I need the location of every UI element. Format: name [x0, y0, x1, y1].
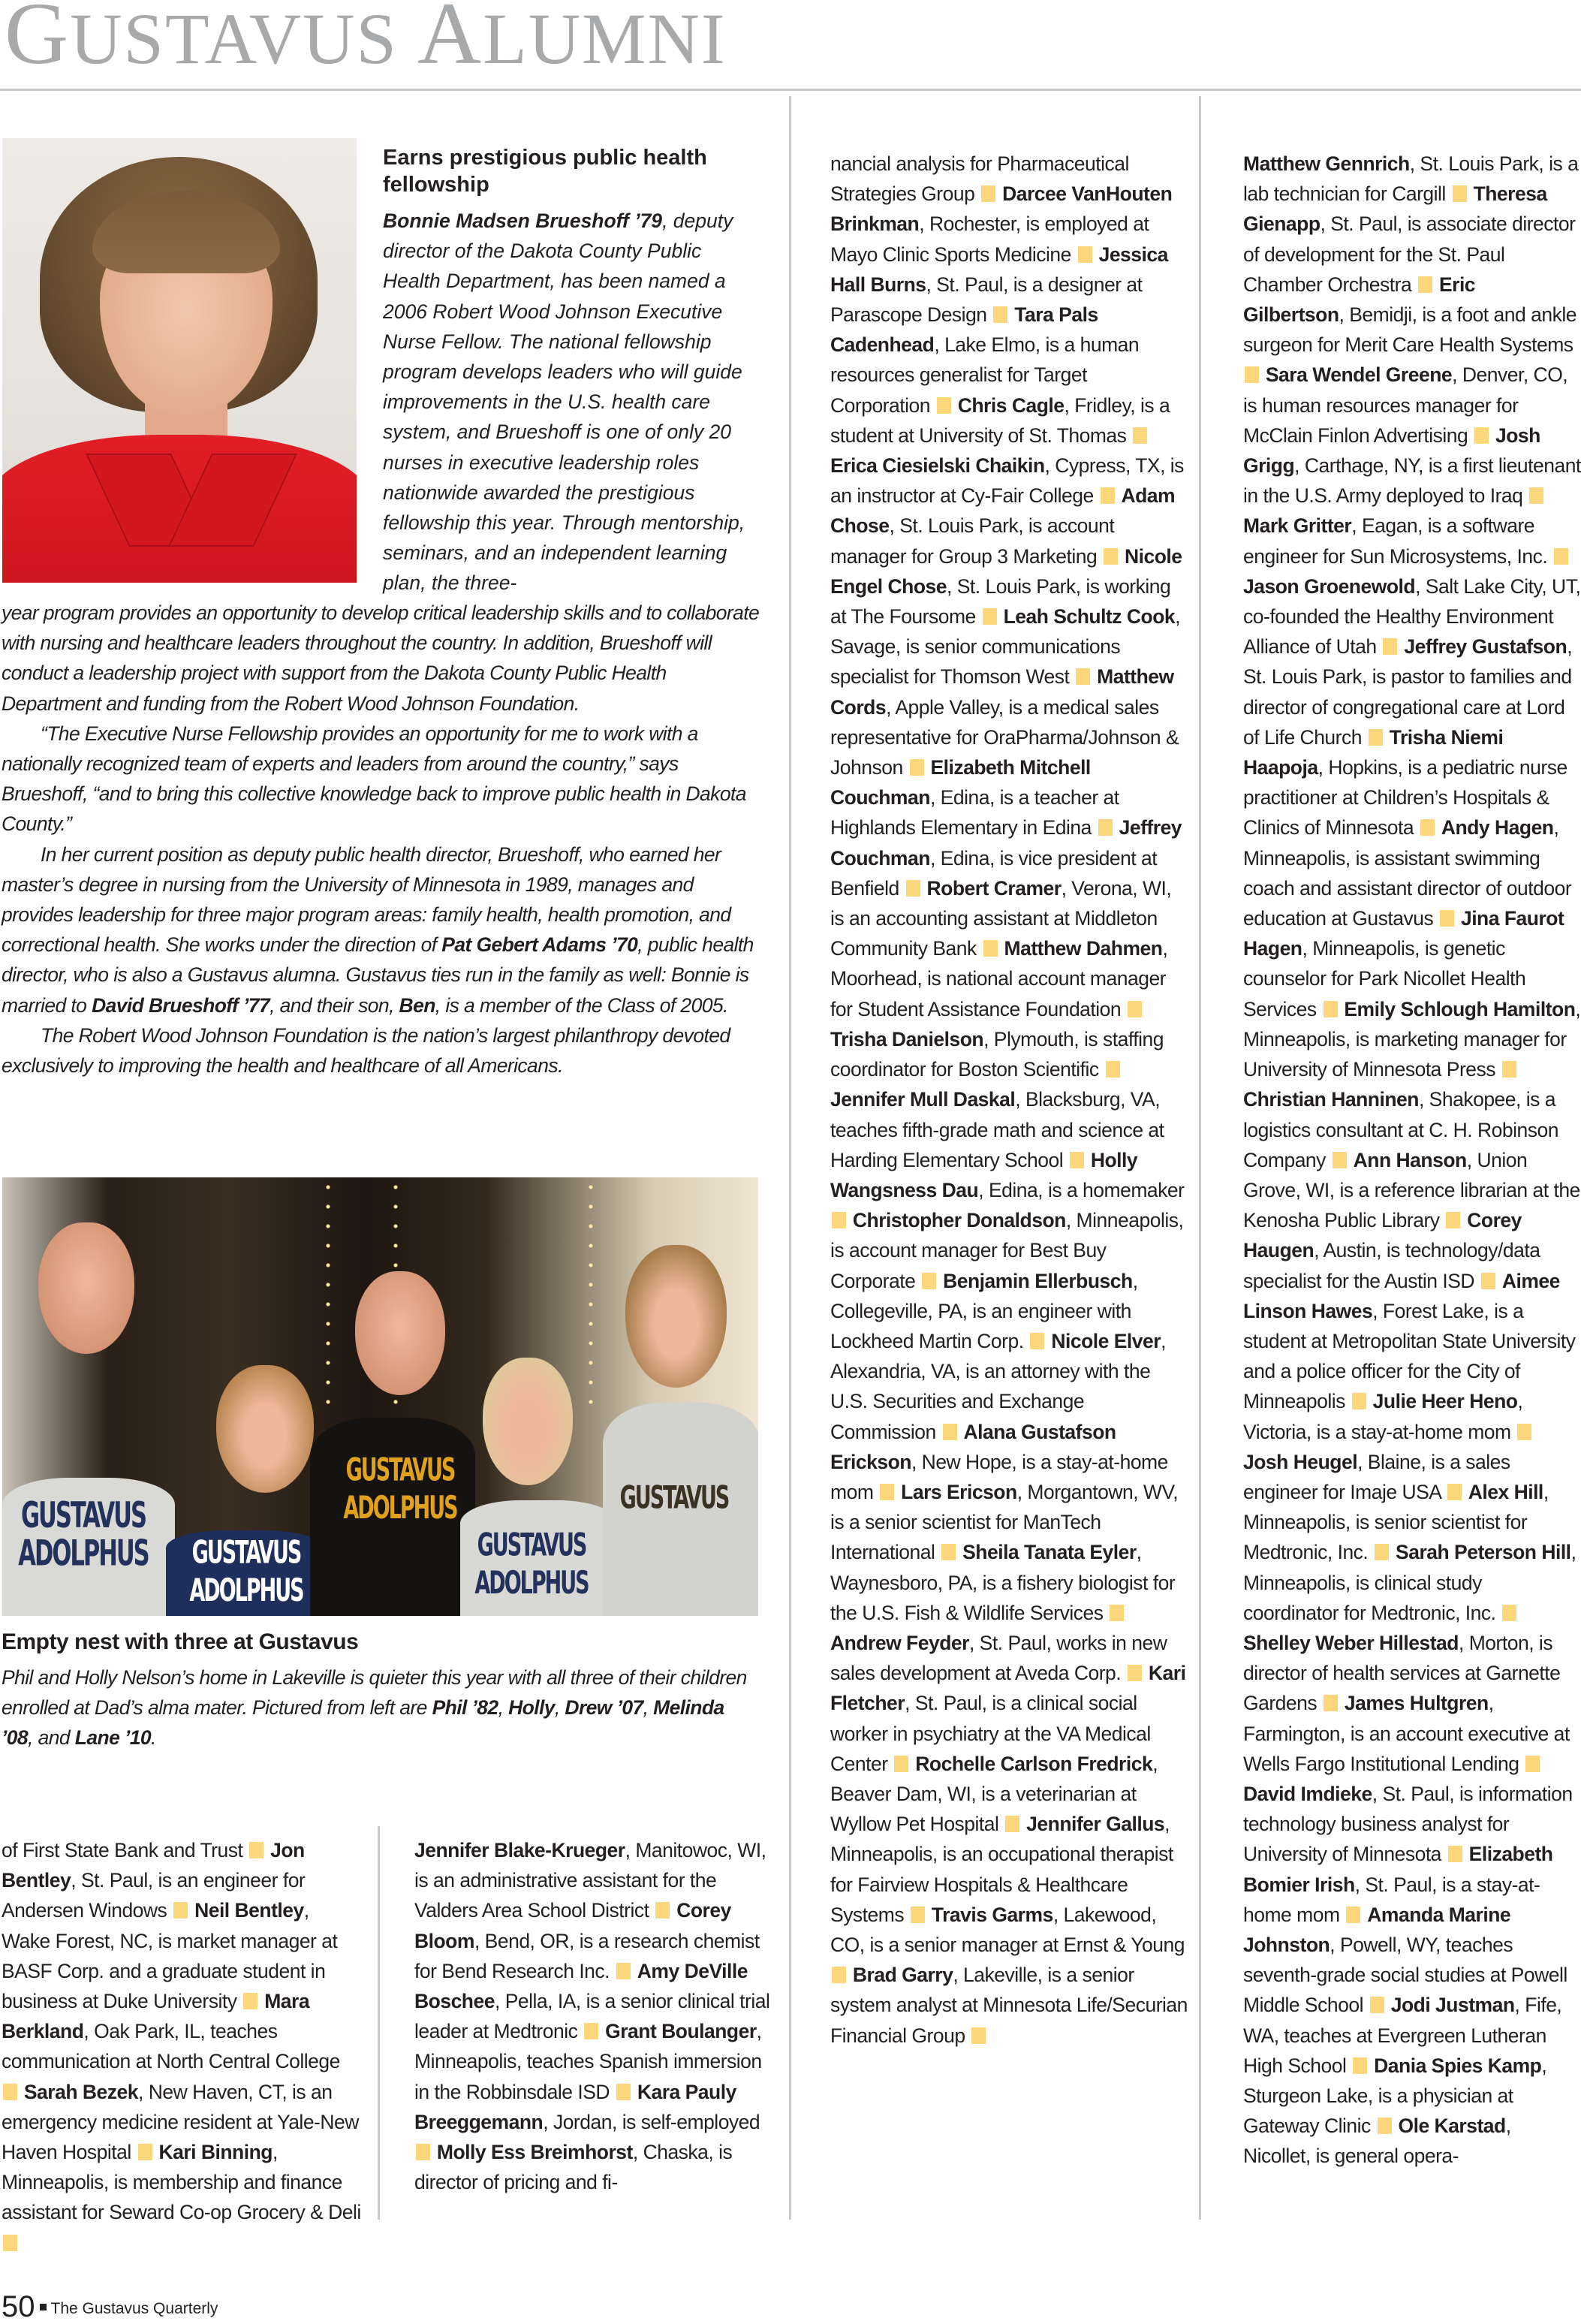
entry-separator-square-icon	[1098, 819, 1113, 836]
entry-separator-square-icon	[1453, 185, 1467, 202]
person-head	[216, 1365, 314, 1493]
alumni-name: Josh Grigg	[1243, 424, 1540, 478]
entry-separator-square-icon	[971, 2027, 986, 2044]
entry-text: , Oak Park, IL, teaches communication at North Central College	[2, 2020, 340, 2073]
entry-separator-square-icon	[1353, 2057, 1367, 2074]
entry-separator-square-icon	[416, 2144, 430, 2160]
entry-text: , St. Paul, is associate director of development for the St. Paul Chamber Orchestra	[1243, 213, 1576, 296]
column-divider	[1199, 96, 1201, 1859]
entry-text: , St. Louis Park, is working at The Foursome	[830, 574, 1171, 628]
alumni-name: Jina Faurot Hagen	[1243, 907, 1564, 960]
entry-separator-square-icon	[906, 880, 920, 897]
entry-text: , Wake Forest, NC, is market manager at BASF Corp. and a graduate student in business at Duke University	[2, 1899, 338, 2013]
article-text: , is a member of the Class of 2005.	[435, 993, 728, 1017]
family-photo	[2, 1177, 758, 1616]
alumni-name: Kara Pauly Breeggemann	[414, 2080, 736, 2133]
alumni-name: Ann Hanson	[1353, 1148, 1467, 1171]
entry-separator-square-icon	[1440, 910, 1454, 927]
entry-text: , Minneapolis, is assistant swimming coach and assistant director of outdoor education at Gustavus	[1243, 816, 1572, 930]
alumni-name: Kari Binning	[158, 2141, 273, 2164]
entry-separator-square-icon	[1474, 427, 1489, 444]
column-divider	[1199, 1859, 1201, 2220]
person-head	[625, 1245, 727, 1388]
entry-text: , Victoria, is a stay-at-home mom	[1243, 1390, 1523, 1443]
entry-separator-square-icon	[1110, 1605, 1124, 1621]
article-lead	[383, 206, 758, 598]
sweatshirt-text: GUSTAVUS ADOLPHUS	[189, 1534, 303, 1609]
entry-text: , Nicollet, is general opera-	[1243, 2115, 1511, 2168]
entry-separator-square-icon	[1101, 487, 1115, 504]
entry-separator-square-icon	[983, 608, 997, 625]
entry-text: , New Hope, is a stay-at-home mom	[830, 1450, 1168, 1503]
entry-separator-square-icon	[1375, 1544, 1389, 1560]
class-notes-column-1	[2, 1835, 362, 2258]
alumni-name: Trisha Niemi Haapoja	[1243, 725, 1504, 779]
entry-separator-square-icon	[1133, 427, 1147, 444]
entry-separator-square-icon	[1076, 668, 1090, 685]
entry-separator-square-icon	[910, 759, 924, 776]
sweatshirt-text: GUSTAVUS	[619, 1479, 729, 1517]
entry-separator-square-icon	[655, 1902, 670, 1919]
entry-text: , Edina, is a homemaker	[978, 1178, 1185, 1201]
alumni-name: Aimee Linson Hawes	[1243, 1269, 1560, 1322]
entry-text: , Plymouth, is staffing coordinator for Boston Scientific	[830, 1027, 1164, 1081]
entry-separator-square-icon	[1369, 729, 1383, 746]
entry-separator-square-icon	[243, 1993, 257, 2009]
alumni-name: Nicole Elver	[1051, 1329, 1161, 1352]
entry-separator-square-icon	[1420, 819, 1435, 836]
entry-separator-square-icon	[1448, 1846, 1462, 1862]
article-text: , deputy director of the Dakota County Public Health Department, has been named a 2006 Robert Wood Johnson Executive Nurse Fellow. The national fellowship program develops leaders who will guide improvements in the U.S. health care system, and Brueshoff is one of only 20 nurses in executive leadership roles nationwide awarded the prestigious fellowship this year. Through mentorship, seminars, and an independent learning plan, the three-	[383, 209, 745, 595]
caption-separator: ,	[498, 1696, 509, 1719]
alumni-name: Ole Karstad	[1398, 2115, 1506, 2138]
alumni-name: Jason Groenewold	[1243, 574, 1416, 598]
alumni-name: Neil Bentley	[194, 1899, 304, 1922]
entry-separator-square-icon	[1128, 1001, 1142, 1017]
entry-separator-square-icon	[1245, 366, 1259, 383]
alumni-name: Adam Chose	[830, 484, 1176, 538]
alumni-name: Leah Schultz Cook	[1003, 605, 1176, 628]
alumni-name: Sara Wendel Greene	[1265, 363, 1453, 387]
alumni-name: Julie Heer Heno	[1372, 1390, 1518, 1413]
entry-text: , Jordan, is self-employed	[543, 2110, 760, 2133]
person-head	[38, 1222, 134, 1354]
entry-separator-square-icon	[894, 1756, 908, 1772]
entry-text: , New Haven, CT, is an emergency medicine resident at Yale-New Haven Hospital	[2, 2080, 359, 2164]
entry-separator-square-icon	[584, 2023, 598, 2039]
entry-text: , Morgantown, WV, is a senior scientist for ManTech International	[830, 1480, 1179, 1564]
entry-text: , Chaska, is director of pricing and fi-	[414, 2141, 733, 2194]
class-notes-text	[1243, 149, 1581, 2172]
entry-text: , Minneapolis, is genetic counselor for Park Nicollet Health Services	[1243, 937, 1526, 1020]
entry-separator-square-icon	[138, 2144, 152, 2160]
entry-separator-square-icon	[1333, 1152, 1347, 1168]
alumni-name: Amy DeVille Boschee	[414, 1959, 748, 2013]
person-head	[355, 1271, 445, 1395]
entry-text: , Alexandria, VA, is an attorney with the U.S. Securities and Exchange Commission	[830, 1329, 1166, 1443]
entry-text: , Minneapolis, is clinical study coordinator for Medtronic, Inc.	[1243, 1541, 1576, 1624]
entry-text: , Minneapolis, is membership and finance assistant for Seward Co-op Grocery & Deli	[2, 2141, 361, 2224]
alumni-name: Sheila Tanata Eyler	[962, 1541, 1137, 1564]
entry-separator-square-icon	[1446, 1212, 1460, 1228]
alumni-name: Darcee VanHouten Brinkman	[830, 182, 1173, 236]
entry-text: , Minneapolis, is account manager for Best Buy Corporate	[830, 1209, 1184, 1292]
entry-separator-square-icon	[1529, 487, 1543, 504]
caption-separator: , and	[28, 1726, 75, 1749]
person-name: Drew ’07	[565, 1696, 643, 1719]
entry-text: , St. Paul, works in new sales development at Aveda Corp.	[830, 1631, 1167, 1685]
alumni-name: Alex Hill	[1468, 1480, 1543, 1503]
entry-separator-square-icon	[3, 2235, 17, 2251]
page-number: 50	[2, 2290, 35, 2323]
entry-text: , Morton, is director of health services at Garnette Gardens	[1243, 1631, 1561, 1715]
person-name: David Brueshoff ’77	[92, 993, 270, 1017]
alumni-name: Sarah Peterson Hill	[1396, 1541, 1571, 1564]
entry-text: , Minneapolis, is senior scientist for Medtronic, Inc.	[1243, 1480, 1549, 1564]
entry-separator-square-icon	[1005, 1816, 1019, 1832]
caption-separator: ,	[643, 1696, 654, 1719]
alumni-name: Jon Bentley	[2, 1839, 305, 1892]
alumni-name: Dania Spies Kamp	[1374, 2054, 1542, 2077]
entry-separator-square-icon	[880, 1484, 894, 1500]
title-word: USTAVUS	[70, 0, 398, 79]
entry-text: , Edina, is a teacher at Highlands Elementary in Edina	[830, 786, 1119, 839]
entry-separator-square-icon	[941, 1544, 956, 1560]
entry-text: , Shakopee, is a logistics consultant at C. H. Robinson Company	[1243, 1088, 1558, 1171]
entry-text: , Hopkins, is a pediatric nurse practitioner at Children’s Hospitals & Clinics of Minnesota	[1243, 756, 1567, 839]
entry-text: , St. Louis Park, is a lab technician for Cargill	[1243, 152, 1579, 206]
article-paragraph	[2, 839, 763, 1020]
publication-name: The Gustavus Quarterly	[50, 2300, 218, 2317]
folio-bullet-icon	[40, 2304, 47, 2310]
entry-separator-square-icon	[616, 1963, 631, 1979]
alumni-name: Benjamin Ellerbusch	[943, 1269, 1133, 1292]
class-notes-column-3	[830, 149, 1189, 2051]
entry-separator-square-icon	[1383, 638, 1397, 655]
class-notes-text	[414, 1835, 771, 2197]
entry-text: , Pella, IA, is a senior clinical trial leader at Medtronic	[414, 1990, 770, 2043]
entry-text: , Rochester, is employed at Mayo Clinic Sports Medicine	[830, 213, 1149, 266]
entry-separator-square-icon	[981, 185, 995, 202]
person-name: Lane ’10	[74, 1726, 152, 1749]
alumni-name: Emily Schlough Hamilton	[1344, 997, 1576, 1020]
person-name: Bonnie Madsen Brueshoff ’79	[383, 209, 663, 232]
article-text: , and their son,	[270, 993, 399, 1017]
alumni-name: Tara Pals Cadenhead	[830, 303, 1098, 357]
alumni-name: Elizabeth Bomier Irish	[1243, 1843, 1553, 1896]
entry-text: , Manitowoc, WI, is an administrative assistant for the Valders Area School District	[414, 1839, 766, 1922]
column-divider	[378, 1826, 380, 2220]
entry-separator-square-icon	[1030, 1333, 1044, 1349]
alumni-name: Chris Cagle	[957, 393, 1065, 417]
alumni-name: Holly Wangsness Dau	[830, 1148, 1138, 1201]
article-text: In her current position as deputy public health director, Brueshoff, who earned her master’s degree in nursing from the University of Minnesota in 1989, manages and provides leadership for three major program areas: family health, health promotion, and correctional health. She works under the direction of	[2, 842, 731, 957]
entry-text: , Minneapolis, teaches Spanish immersion in the Robbinsdale ISD	[414, 2020, 762, 2103]
entry-text: , Farmington, is an account executive at Wells Fargo Institutional Lending	[1243, 1692, 1570, 1775]
alumni-name: Corey Bloom	[414, 1899, 731, 1952]
entry-text: , Austin, is technology/data specialist for the Austin ISD	[1243, 1239, 1540, 1292]
alumni-name: Matthew Dahmen	[1004, 937, 1163, 960]
photo-caption-headline: Empty nest with three at Gustavus	[2, 1629, 359, 1654]
title-initial: G	[5, 0, 71, 83]
alumni-name: Shelley Weber Hillestad	[1243, 1631, 1459, 1654]
section-title	[5, 0, 727, 83]
entry-text: , Collegeville, PA, is an engineer with Lockheed Martin Corp.	[830, 1269, 1138, 1352]
entry-text: , Verona, WI, is an accounting assistant at Middleton Community Bank	[830, 876, 1172, 960]
class-notes-text	[2, 1835, 362, 2258]
entry-separator-square-icon	[1378, 2118, 1392, 2134]
alumni-name: Andy Hagen	[1441, 816, 1554, 839]
column-divider	[789, 96, 791, 1859]
alumni-name: Jeffrey Couchman	[830, 816, 1182, 870]
entry-separator-square-icon	[1346, 1907, 1360, 1923]
entry-text: nancial analysis for Pharmaceutical Strategies Group	[830, 152, 1129, 206]
alumni-name: Jennifer Gallus	[1026, 1813, 1165, 1836]
alumni-name: Jeffrey Gustafson	[1404, 635, 1567, 659]
entry-separator-square-icon	[1324, 1695, 1338, 1711]
entry-text: , St. Paul, is a designer at Parascope Design	[830, 273, 1143, 327]
entry-separator-square-icon	[911, 1907, 925, 1923]
alumni-name: Kari Fletcher	[830, 1662, 1186, 1715]
masthead-rule	[0, 89, 1581, 91]
person-name: Ben	[399, 993, 435, 1017]
entry-text: , St. Paul, is an engineer for Andersen Windows	[2, 1869, 306, 1922]
entry-text: , Forest Lake, is a student at Metropolitan State University and a police officer for the City of Minneapolis	[1243, 1299, 1576, 1413]
entry-separator-square-icon	[3, 2084, 17, 2100]
person-name: Melinda ’08	[2, 1696, 724, 1749]
alumni-name: Erica Ciesielski Chaikin	[830, 454, 1045, 478]
alumni-name: Lars Ericson	[901, 1480, 1017, 1503]
entry-separator-square-icon	[616, 2084, 631, 2100]
entry-text: , Minneapolis, is an occupational therapist for Fairview Hospitals & Healthcare Systems	[830, 1813, 1173, 1926]
entry-separator-square-icon	[1370, 1997, 1384, 2013]
entry-text: , Sturgeon Lake, is a physician at Gateway Clinic	[1243, 2054, 1547, 2138]
person-name: Pat Gebert Adams ’70	[441, 933, 638, 957]
entry-text: , Eagan, is a software engineer for Sun Microsystems, Inc.	[1243, 514, 1548, 568]
entry-separator-square-icon	[937, 397, 951, 414]
entry-separator-square-icon	[983, 940, 998, 957]
entry-text: , Denver, CO, is human resources manager for McClain Finlon Advertising	[1243, 363, 1568, 447]
article-paragraph: The Robert Wood Johnson Foundation is the nation’s largest philanthropy devoted exclusively to improving the health and healthcare of all Americans.	[2, 1023, 730, 1078]
alumni-name: Trisha Danielson	[830, 1027, 984, 1050]
photo-caption	[2, 1662, 752, 1753]
caption-text: Phil and Holly Nelson’s home in Lakeville is quieter this year with all three of their children enrolled at Dad’s alma mater. Pictured from left are	[2, 1666, 747, 1719]
entry-text: , Carthage, NY, is a first lieutenant in the U.S. Army deployed to Iraq	[1243, 454, 1581, 508]
string-lights	[325, 1177, 331, 1418]
alumni-name: Christopher Donaldson	[852, 1209, 1066, 1232]
article-paragraph: year program provides an opportunity to develop critical leadership skills and to collaborate with nursing and healthcare leaders throughout the country. In addition, Brueshoff will conduct a leadership project with support from the Dakota County Public Health Department and funding from the Robert Wood Johnson Foundation.	[2, 601, 760, 715]
alumni-name: Jodi Justman	[1390, 1994, 1515, 2017]
alumni-name: James Hultgren	[1344, 1692, 1489, 1715]
entry-separator-square-icon	[1106, 1061, 1120, 1078]
entry-separator-square-icon	[832, 1212, 846, 1228]
alumni-name: Andrew Feyder	[830, 1631, 969, 1654]
alumni-name: Corey Haugen	[1243, 1209, 1522, 1262]
entry-text: , Apple Valley, is a medical sales representative for OraPharma/Johnson & Johnson	[830, 695, 1179, 779]
sweatshirt-text: GUSTAVUS ADOLPHUS	[474, 1527, 589, 1602]
entry-text: , Beaver Dam, WI, is a veterinarian at Wyllow Pet Hospital	[830, 1752, 1158, 1836]
sweatshirt-text: GUSTAVUS ADOLPHUS	[18, 1494, 149, 1575]
entry-text: , St. Paul, is a stay-at-home mom	[1243, 1873, 1540, 1926]
entry-text: , St. Paul, is information technology business analyst for University of Minnesota	[1243, 1782, 1573, 1866]
entry-text: , Bemidji, is a foot and ankle surgeon for Merit Care Health Systems	[1243, 303, 1576, 357]
alumni-name: Matthew Cords	[830, 665, 1174, 719]
alumni-name: Alana Gustafson Erickson	[830, 1420, 1116, 1473]
entry-separator-square-icon	[1352, 1393, 1366, 1409]
entry-text: , Fife, WA, teaches at Evergreen Lutheran High School	[1243, 1994, 1562, 2077]
person-name: Phil ’82	[432, 1696, 498, 1719]
entry-text: , Waynesboro, PA, is a fishery biologist for the U.S. Fish & Wildlife Services	[830, 1541, 1176, 1624]
entry-separator-square-icon	[1324, 1001, 1338, 1017]
title-word: LUMNI	[483, 0, 727, 79]
entry-text: , Bend, OR, is a research chemist for Bend Research Inc.	[414, 1929, 760, 1982]
entry-text: , St. Louis Park, is pastor to families and director of congregational care at Lord of Life Church	[1243, 635, 1573, 749]
entry-text: , Moorhead, is national account manager for Student Assistance Foundation	[830, 937, 1168, 1020]
alumni-name: Mara Berkland	[2, 1990, 310, 2043]
entry-separator-square-icon	[1128, 1665, 1142, 1681]
class-notes-text	[830, 149, 1189, 2051]
entry-text: , Fridley, is a student at University of St. Thomas	[830, 393, 1170, 447]
entry-text: , Salt Lake City, UT, co-founded the Healthy Environment Alliance of Utah	[1243, 574, 1581, 659]
entry-separator-square-icon	[993, 306, 1007, 323]
title-initial: A	[417, 0, 483, 83]
entry-separator-square-icon	[1078, 246, 1092, 263]
alumni-name: Elizabeth Mitchell Couchman	[830, 756, 1091, 809]
entry-separator-square-icon	[1418, 276, 1432, 293]
entry-separator-square-icon	[1502, 1061, 1516, 1078]
entry-separator-square-icon	[832, 1967, 846, 1983]
entry-text: , Savage, is senior communications specialist for Thomson West	[830, 605, 1180, 689]
alumni-name: Robert Cramer	[926, 876, 1062, 900]
alumni-name: Jennifer Blake-Krueger	[414, 1839, 625, 1861]
entry-separator-square-icon	[1525, 1756, 1540, 1772]
alumni-name: Jennifer Mull Daskal	[830, 1088, 1016, 1111]
alumni-name: Brad Garry	[852, 1964, 953, 1987]
entry-separator-square-icon	[249, 1842, 264, 1858]
alumni-name: Molly Ess Breimhorst	[436, 2141, 633, 2164]
entry-separator-square-icon	[943, 1424, 957, 1440]
column-divider	[789, 1859, 791, 2220]
entry-separator-square-icon	[1554, 548, 1568, 565]
alumni-name: Christian Hanninen	[1243, 1088, 1419, 1111]
entry-text: of First State Bank and Trust	[2, 1839, 243, 1861]
class-notes-column-2	[414, 1835, 771, 2197]
entry-text: , Powell, WY, teaches seventh-grade social studies at Powell Middle School	[1243, 1933, 1567, 2017]
alumni-name: Mark Gritter	[1243, 514, 1352, 538]
entry-separator-square-icon	[1517, 1424, 1531, 1440]
person-name: Holly	[508, 1696, 555, 1719]
article-paragraph: “The Executive Nurse Fellowship provides an opportunity for me to work with a nationally recognized team of experts and leaders from around the country,” says Brueshoff, “and to bring this collective knowledge back to improve public health in Dakota County.”	[2, 722, 746, 836]
alumni-name: Josh Heugel	[1243, 1450, 1358, 1473]
alumni-name: Travis Garms	[931, 1903, 1053, 1926]
alumni-name: David Imdieke	[1243, 1782, 1372, 1805]
alumni-name: Rochelle Carlson Fredrick	[915, 1752, 1153, 1775]
caption-separator: .	[151, 1726, 156, 1749]
entry-text: , Lakeville, is a senior system analyst at Minnesota Life/Securian Financial Group	[830, 1964, 1188, 2047]
portrait-photo	[2, 138, 357, 583]
alumni-name: Grant Boulanger	[605, 2020, 757, 2043]
article-text: , public health director, who is also a Gustavus alumna. Gustavus ties run in the family as well: Bonnie is married to	[2, 933, 754, 1017]
caption-separator: ,	[554, 1696, 565, 1719]
page-footer	[2, 2290, 218, 2324]
entry-text: , Blacksburg, VA, teaches fifth-grade math and science at Harding Elementary School	[830, 1088, 1164, 1171]
person-head	[483, 1358, 573, 1485]
entry-separator-square-icon	[922, 1273, 936, 1289]
entry-separator-square-icon	[1447, 1484, 1462, 1500]
article-headline: Earns prestigious public health fellowship	[383, 146, 707, 197]
entry-text: , St. Louis Park, is account manager for Group 3 Marketing	[830, 514, 1115, 568]
entry-separator-square-icon	[1070, 1152, 1084, 1168]
alumni-name: Sarah Bezek	[23, 2080, 138, 2103]
alumni-name: Eric Gilbertson	[1243, 273, 1476, 327]
string-lights	[588, 1177, 594, 1418]
alumni-name: Matthew Gennrich	[1243, 152, 1410, 175]
entry-text: , St. Paul, is a clinical social worker in psychiatry at the VA Medical Center	[830, 1692, 1151, 1775]
entry-separator-square-icon	[1481, 1273, 1495, 1289]
entry-text: , Cypress, TX, is an instructor at Cy-Fair College	[830, 454, 1184, 508]
entry-text: , Union Grove, WI, is a reference librarian at the Kenosha Public Library	[1243, 1148, 1580, 1232]
article-body	[2, 598, 763, 1081]
entry-separator-square-icon	[1502, 1605, 1516, 1621]
entry-text: , Lake Elmo, is a human resources generalist for Target Corporation	[830, 333, 1140, 417]
sweatshirt-text: GUSTAVUS ADOLPHUS	[343, 1451, 457, 1527]
masthead	[0, 0, 1581, 92]
entry-separator-square-icon	[173, 1902, 188, 1919]
entry-text: , Edina, is vice president at Benfield	[830, 846, 1158, 900]
alumni-name: Jessica Hall Burns	[830, 243, 1168, 296]
entry-text: , Lakewood, CO, is a senior manager at Ernst & Young	[830, 1903, 1185, 1956]
entry-text: , Blaine, is a sales engineer for Imaje USA	[1243, 1450, 1510, 1503]
alumni-name: Amanda Marine Johnston	[1243, 1903, 1511, 1956]
entry-text: , Minneapolis, is marketing manager for University of Minnesota Press	[1243, 997, 1581, 1081]
entry-separator-square-icon	[1104, 548, 1118, 565]
alumni-name: Theresa Gienapp	[1243, 182, 1547, 236]
class-notes-column-4	[1243, 149, 1581, 2172]
alumni-name: Nicole Engel Chose	[830, 544, 1182, 598]
